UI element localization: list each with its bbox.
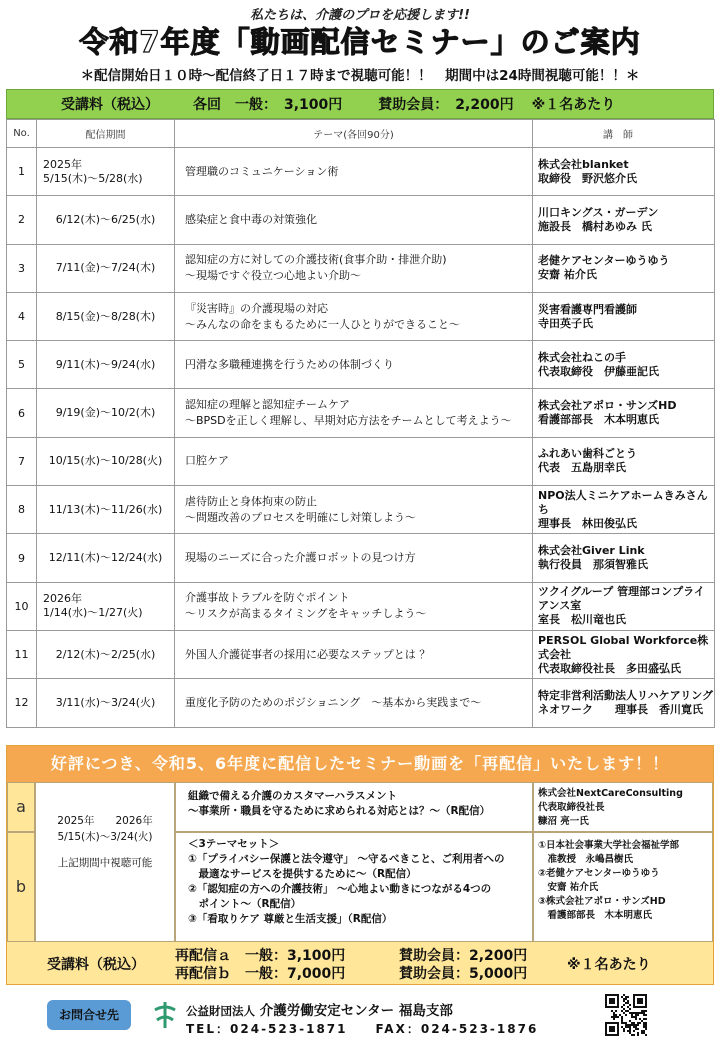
re-fee-b-member: 賛助会員：5,000円 bbox=[399, 966, 528, 982]
row-lecturer-org: 老健ケアセンターゆうゆう bbox=[538, 254, 670, 268]
row-b-lecturer-3: ③株式会社アポロ・サンズHD bbox=[538, 896, 666, 907]
row-period bbox=[37, 341, 175, 389]
row-b-lecturer-1-name: 准教授 永嶋昌樹氏 bbox=[538, 854, 634, 865]
re-fee-per-person: ※１名あたり bbox=[567, 957, 651, 973]
row-period-range: 6/12(木)～6/25(水) bbox=[55, 212, 156, 226]
row-period bbox=[37, 679, 175, 727]
row-lecturer bbox=[533, 389, 715, 437]
row-lecturer-org: 特定非営利活動法人リハケアリング bbox=[538, 688, 714, 702]
row-a-letter: a bbox=[7, 782, 35, 832]
org-title: 介護労働安定センター 福島支部 bbox=[259, 1003, 453, 1019]
row-lecturer bbox=[533, 244, 715, 292]
row-theme-title: 感染症と食中毒の対策強化 bbox=[185, 212, 317, 226]
fee-label: 受講料（税込） bbox=[61, 97, 159, 113]
re-fee-b-general: 再配信ｂ 一般：7,000円 bbox=[175, 966, 346, 982]
row-number: 7 bbox=[7, 437, 37, 485]
table-row bbox=[7, 534, 715, 582]
row-year: 2025年 bbox=[43, 157, 82, 171]
redistribution-fees bbox=[7, 942, 713, 984]
page-title: 令和7年度「動画配信セミナー」のご案内 bbox=[79, 25, 641, 59]
row-a-theme-sub: ～事業所・職員を守るために求められる対応とは？～（R配信） bbox=[188, 805, 491, 817]
row-b-theme bbox=[175, 832, 533, 942]
row-lecturer bbox=[533, 292, 715, 340]
row-period-range: 1/14(水)～1/27(火) bbox=[43, 606, 143, 620]
table-row bbox=[7, 630, 715, 678]
row-theme bbox=[175, 244, 533, 292]
row-a-lecturer bbox=[533, 782, 713, 832]
row-lecturer bbox=[533, 486, 715, 534]
row-lecturer-org: 株式会社ねこの手 bbox=[538, 350, 626, 364]
row-number: 12 bbox=[7, 679, 37, 727]
redistribution-period bbox=[35, 782, 175, 942]
period-range: 5/15(木)～3/24(火) bbox=[57, 831, 153, 843]
row-lecturer-org: ツクイグループ 管理部コンプライアンス室 bbox=[538, 585, 705, 613]
row-lecturer-name: 理事長 林田俊弘氏 bbox=[538, 516, 637, 530]
row-period-range: 8/15(金)～8/28(木) bbox=[55, 309, 156, 323]
row-theme-sub: ～問題改善のプロセスを明確にし対策しよう～ bbox=[185, 510, 416, 524]
row-period-range: 9/19(金)～10/2(木) bbox=[55, 406, 156, 420]
row-period bbox=[37, 389, 175, 437]
row-period bbox=[37, 244, 175, 292]
row-period bbox=[37, 534, 175, 582]
row-lecturer-org: 株式会社blanket bbox=[538, 157, 629, 171]
fee-bar bbox=[6, 89, 714, 119]
row-theme-title: 口腔ケア bbox=[185, 454, 229, 468]
row-b-theme-1-cont: 最適なサービスを提供するために～（R配信） bbox=[188, 868, 417, 880]
fee-general: 一般： 3,100円 bbox=[235, 97, 343, 113]
row-a-lecturer-role: 代表取締役社長 bbox=[538, 802, 605, 813]
row-period bbox=[37, 437, 175, 485]
row-b-theme-1: ①「プライバシー保護と法令遵守」 ～守るべきこと、ご利用者への bbox=[188, 853, 505, 865]
row-number: 4 bbox=[7, 292, 37, 340]
row-b-lecturer-2: ②老健ケアセンターゆうゆう bbox=[538, 868, 660, 879]
row-lecturer-org: NPO法人ミニケアホームきみさんち bbox=[538, 488, 708, 516]
row-theme bbox=[175, 630, 533, 678]
row-number: 10 bbox=[7, 582, 37, 630]
row-period bbox=[37, 630, 175, 678]
table-row bbox=[7, 148, 715, 196]
row-lecturer bbox=[533, 196, 715, 244]
row-lecturer-org: 株式会社Giver Link bbox=[538, 544, 645, 558]
table-row bbox=[7, 582, 715, 630]
re-fee-a-general: 再配信ａ 一般：3,100円 bbox=[175, 948, 346, 964]
row-period-range: 9/11(木)～9/24(水) bbox=[55, 357, 156, 371]
row-b-theme-3: ③「看取りケア 尊厳と生活支援」（R配信） bbox=[188, 913, 393, 925]
row-lecturer-org: ふれあい歯科ごとう bbox=[538, 447, 637, 461]
row-period bbox=[37, 486, 175, 534]
row-period-range: 2/12(木)～2/25(水) bbox=[55, 647, 156, 661]
row-period-range: 11/13(木)～11/26(水) bbox=[48, 502, 163, 516]
row-number: 3 bbox=[7, 244, 37, 292]
row-period bbox=[37, 148, 175, 196]
row-theme bbox=[175, 679, 533, 727]
schedule-table bbox=[6, 119, 715, 728]
row-lecturer bbox=[533, 630, 715, 678]
fee-each: 各回 bbox=[193, 97, 221, 113]
row-theme-sub: ～現場ですぐ役立つ心地よい介助～ bbox=[185, 269, 361, 283]
row-period-range: 12/11(木)～12/24(水) bbox=[48, 551, 163, 565]
row-lecturer bbox=[533, 582, 715, 630]
period-note: 上記期間中視聴可能 bbox=[57, 857, 153, 869]
row-lecturer-name: 室長 松川竜也氏 bbox=[538, 613, 626, 627]
row-theme-title: 重度化予防のためのポジショニング ～基本から実践まで～ bbox=[185, 695, 482, 709]
contact-button[interactable]: お問合せ先 bbox=[47, 1000, 131, 1030]
row-lecturer-name: 代表取締役社長 多田盛弘氏 bbox=[538, 661, 681, 675]
fee-per-person: ※１名あたり bbox=[531, 97, 616, 113]
subtitle: ＊配信開始日１０時～配信終了日１７時まで視聴可能！！ 期間中は24時間視聴可能！！＊ bbox=[80, 68, 640, 84]
row-theme bbox=[175, 437, 533, 485]
row-theme-title: 虐待防止と身体拘束の防止 bbox=[185, 494, 317, 508]
col-header-no: No. bbox=[7, 120, 37, 148]
row-lecturer bbox=[533, 679, 715, 727]
row-lecturer-name: 代表 五島朋幸氏 bbox=[538, 461, 626, 475]
row-theme-sub: ～BPSDを正しく理解し、早期対応方法をチームとして考えよう～ bbox=[185, 414, 512, 428]
row-a-theme-title: 組織で備える介護のカスタマーハラスメント bbox=[188, 790, 398, 802]
org-name bbox=[186, 999, 453, 1019]
row-period-range: 7/11(金)～7/24(木) bbox=[55, 261, 156, 275]
row-number: 5 bbox=[7, 341, 37, 389]
row-theme-title: 管理職のコミュニケーション術 bbox=[185, 164, 339, 178]
row-lecturer bbox=[533, 437, 715, 485]
row-period bbox=[37, 582, 175, 630]
org-prefix: 公益財団法人 bbox=[186, 1004, 255, 1018]
row-a-theme bbox=[175, 782, 533, 832]
org-logo-icon bbox=[152, 1000, 178, 1030]
row-lecturer-name: 寺田英子氏 bbox=[538, 316, 593, 330]
row-lecturer-org: 災害看護専門看護師 bbox=[538, 302, 637, 316]
row-lecturer-name: 執行役員 那須智雅氏 bbox=[538, 558, 648, 572]
table-row bbox=[7, 437, 715, 485]
col-header-lecturer: 講 師 bbox=[533, 120, 715, 148]
table-row bbox=[7, 679, 715, 727]
row-theme bbox=[175, 292, 533, 340]
org-phone-fax: TEL：024-523-1871 FAX：024-523-1876 bbox=[186, 1022, 539, 1036]
row-number: 6 bbox=[7, 389, 37, 437]
row-theme bbox=[175, 196, 533, 244]
table-row bbox=[7, 341, 715, 389]
tagline: 私たちは、介護のプロを応援します!! bbox=[250, 8, 470, 23]
table-row bbox=[7, 486, 715, 534]
table-row bbox=[7, 292, 715, 340]
row-b-lecturer-3-name: 看護部部長 木本明恵氏 bbox=[538, 910, 653, 921]
re-fee-a-member: 賛助会員：2,200円 bbox=[399, 948, 528, 964]
row-theme-title: 介護事故トラブルを防ぐポイント bbox=[185, 591, 350, 605]
table-row bbox=[7, 389, 715, 437]
row-theme-title: 認知症の理解と認知症チームケア bbox=[185, 398, 350, 412]
row-theme bbox=[175, 486, 533, 534]
row-number: 8 bbox=[7, 486, 37, 534]
row-number: 2 bbox=[7, 196, 37, 244]
row-year: 2026年 bbox=[43, 592, 82, 606]
redistribution-banner: 好評につき、令和5、6年度に配信したセミナー動画を「再配信」いたします！！ bbox=[7, 746, 713, 782]
row-lecturer-name: 代表取締役 伊藤亜記氏 bbox=[538, 364, 659, 378]
row-lecturer bbox=[533, 341, 715, 389]
row-lecturer-name: 施設長 橋村あゆみ 氏 bbox=[538, 219, 652, 233]
row-a-lecturer-name: 糠沼 亮一氏 bbox=[538, 816, 589, 827]
redistribution-section bbox=[6, 745, 714, 985]
row-b-theme-2: ②「認知症の方への介護技術」 ～心地よい動きにつながる4つの bbox=[188, 883, 492, 895]
row-period-range: 10/15(水)～10/28(火) bbox=[48, 454, 163, 468]
row-lecturer bbox=[533, 148, 715, 196]
row-period bbox=[37, 196, 175, 244]
row-theme-title: 認知症の方に対しての介護技術(食事介助・排泄介助) bbox=[185, 253, 447, 267]
row-theme bbox=[175, 389, 533, 437]
row-theme-title: 外国人介護従事者の採用に必要なステップとは ？ bbox=[185, 647, 431, 661]
row-b-theme-2-cont: ポイント～（R配信） bbox=[188, 898, 302, 910]
row-theme bbox=[175, 534, 533, 582]
row-b-lecturer bbox=[533, 832, 713, 942]
row-theme-sub: ～リスクが高まるタイミングをキャッチしよう～ bbox=[185, 607, 427, 621]
qr-code-icon[interactable] bbox=[605, 994, 647, 1036]
row-theme-title: 『災害時』の介護現場の対応 bbox=[185, 301, 328, 315]
fee-member: 賛助会員： 2,200円 bbox=[378, 97, 514, 113]
row-number: 1 bbox=[7, 148, 37, 196]
table-row bbox=[7, 244, 715, 292]
re-fee-label: 受講料（税込） bbox=[47, 957, 145, 973]
period-year: 2025年 2026年 bbox=[57, 815, 153, 827]
row-lecturer-org: 株式会社アポロ・サンズHD bbox=[538, 399, 677, 413]
row-theme bbox=[175, 582, 533, 630]
redistribution-grid bbox=[7, 782, 713, 942]
row-b-letter: b bbox=[7, 832, 35, 942]
row-number: 11 bbox=[7, 630, 37, 678]
row-lecturer-name: 取締役 野沢悠介氏 bbox=[538, 171, 637, 185]
row-lecturer-name: ネオワーク 理事長 香川寛氏 bbox=[538, 702, 703, 716]
col-header-theme: テーマ(各回90分) bbox=[175, 120, 533, 148]
row-lecturer-org: 川口キングス・ガーデン bbox=[538, 205, 659, 219]
table-header-row bbox=[7, 120, 715, 148]
row-period-range: 3/11(水)～3/24(火) bbox=[55, 695, 156, 709]
row-b-lecturer-2-name: 安齋 祐介氏 bbox=[538, 882, 599, 893]
row-lecturer-name: 看護部部長 木本明恵氏 bbox=[538, 413, 659, 427]
row-period bbox=[37, 292, 175, 340]
table-row bbox=[7, 196, 715, 244]
row-b-lecturer-1: ①日本社会事業大学社会福祉学部 bbox=[538, 840, 680, 851]
row-period-range: 5/15(木)～5/28(水) bbox=[43, 171, 143, 185]
row-theme bbox=[175, 341, 533, 389]
row-a-lecturer-org: 株式会社NextCareConsulting bbox=[538, 788, 683, 799]
row-theme-title: 円滑な多職種連携を行うための体制づくり bbox=[185, 357, 394, 371]
row-number: 9 bbox=[7, 534, 37, 582]
row-theme bbox=[175, 148, 533, 196]
row-b-set-title: ＜3テーマセット＞ bbox=[188, 838, 280, 850]
row-theme-title: 現場のニーズに合った介護ロボットの見つけ方 bbox=[185, 551, 416, 565]
row-lecturer bbox=[533, 534, 715, 582]
row-lecturer-name: 安齋 祐介氏 bbox=[538, 268, 597, 282]
col-header-period: 配信期間 bbox=[37, 120, 175, 148]
row-theme-sub: ～みんなの命をまもるために一人ひとりができること～ bbox=[185, 317, 460, 331]
row-lecturer-org: PERSOL Global Workforce株式会社 bbox=[538, 633, 709, 661]
